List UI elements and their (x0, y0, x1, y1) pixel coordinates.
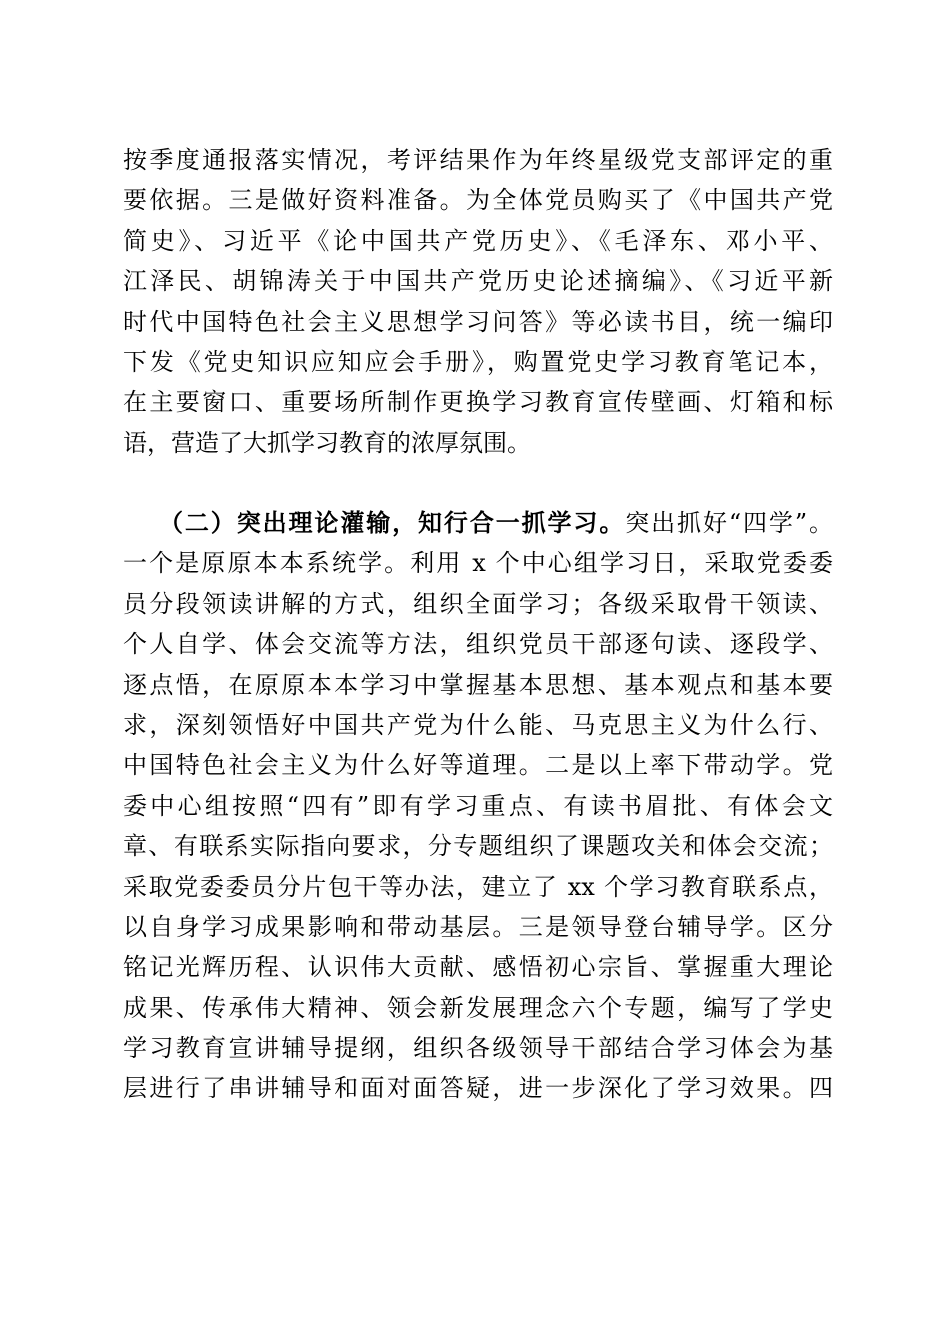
text-line: 求，深刻领悟好中国共产党为什么能、马克思主义为什么行、 (123, 710, 833, 739)
text-line: 委中心组按照“四有”即有学习重点、有读书眉批、有体会文 (123, 791, 833, 820)
text-line: 以自身学习成果影响和带动基层。三是领导登台辅导学。区分 (123, 912, 833, 941)
paragraph-theory-study (123, 503, 833, 1109)
text-line: 层进行了串讲辅导和面对面答疑，进一步深化了学习效果。四 (123, 1074, 833, 1103)
text-line: 中国特色社会主义为什么好等道理。二是以上率下带动学。党 (123, 751, 833, 780)
section-heading-line (123, 503, 833, 543)
text-line: 章、有联系实际指向要求，分专题组织了课题攻关和体会交流； (123, 832, 833, 861)
section-heading: （二）突出理论灌输，知行合一抓学习。 (159, 508, 626, 537)
text-line: 语，营造了大抓学习教育的浓厚氛围。 (123, 428, 531, 457)
text-line: 成果、传承伟大精神、领会新发展理念六个专题，编写了学史 (123, 993, 833, 1022)
text-line: 下发《党史知识应知应会手册》，购置党史学习教育笔记本， (123, 347, 833, 376)
text-line: 要依据。三是做好资料准备。为全体党员购买了《中国共产党 (123, 186, 833, 215)
text-line: 员分段领读讲解的方式，组织全面学习；各级采取骨干领读、 (123, 589, 833, 618)
text-line: 按季度通报落实情况，考评结果作为年终星级党支部评定的重 (123, 146, 833, 174)
text-line: 学习教育宣讲辅导提纲，组织各级领导干部结合学习体会为基 (123, 1034, 833, 1063)
section-heading-rest: 突出抓好“四学”。 (625, 509, 834, 537)
text-line: 时代中国特色社会主义思想学习问答》等必读书目，统一编印 (123, 307, 833, 336)
text-line: 逐点悟，在原原本本学习中掌握基本思想、基本观点和基本要 (123, 670, 833, 699)
text-line: 江泽民、胡锦涛关于中国共产党历史论述摘编》、《习近平新 (123, 267, 833, 296)
text-line: 简史》、习近平《论中国共产党历史》、《毛泽东、邓小平、 (123, 226, 833, 255)
text-line: 铭记光辉历程、认识伟大贡献、感悟初心宗旨、掌握重大理论 (123, 953, 833, 982)
paragraph-resource-preparation (123, 140, 833, 463)
text-line: 个人自学、体会交流等方法，组织党员干部逐句读、逐段学、 (123, 630, 833, 659)
text-line: 采取党委委员分片包干等办法，建立了 xx 个学习教育联系点， (123, 872, 833, 901)
text-line: 一个是原原本本系统学。利用 x 个中心组学习日，采取党委委 (123, 549, 833, 578)
text-line: 在主要窗口、重要场所制作更换学习教育宣传壁画、灯箱和标 (123, 388, 833, 417)
